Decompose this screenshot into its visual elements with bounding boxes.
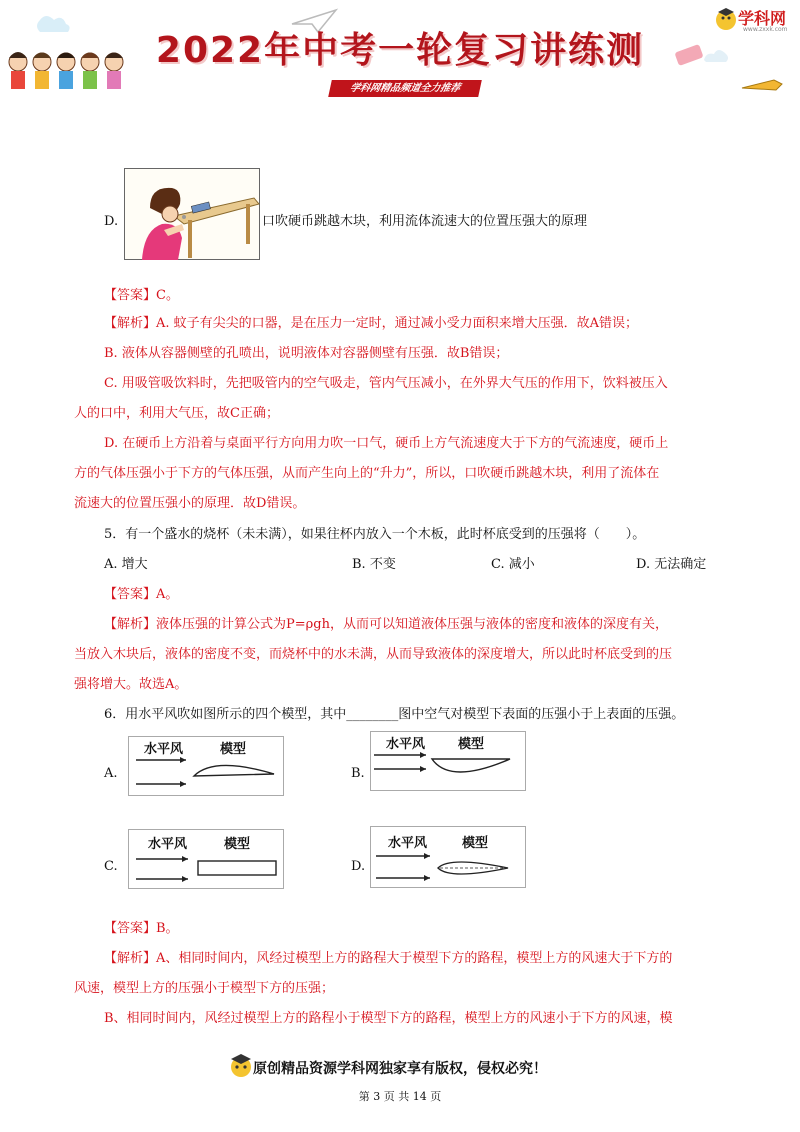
children-illustration-icon xyxy=(0,0,140,110)
q6-option-d-letter: D. xyxy=(351,859,366,874)
airfoil-curved-top-icon xyxy=(128,736,284,796)
cloud-icon xyxy=(700,40,730,70)
pencil-icon xyxy=(738,74,788,96)
q5-stem: 5．有一个盛水的烧杯（未未满），如果往杯内放入一个木板，此时杯底受到的压强将（ ）。 xyxy=(104,527,646,542)
q4-analysis-line: 流速大的位置压强小的原理．故D错误。 xyxy=(74,496,306,511)
wind-label: 水平风 xyxy=(148,837,188,852)
wind-label: 水平风 xyxy=(144,742,184,757)
symmetric-airfoil-icon xyxy=(370,826,526,888)
logo-text: 学科网 xyxy=(738,9,787,28)
banner-subtitle: 学科网精品频道全力推荐 xyxy=(328,80,482,97)
q5-option-b: B. 不变 xyxy=(352,557,396,572)
q5-option-c: C. 减小 xyxy=(491,557,535,572)
q6-stem: 6．用水平风吹如图所示的四个模型，其中________图中空气对模型下表面的压强小于上表面的压强。 xyxy=(104,707,685,722)
wind-label: 水平风 xyxy=(388,836,428,851)
q4-analysis-line: B. 液体从容器侧壁的孔喷出，说明液体对容器侧壁有压强．故B错误； xyxy=(104,346,509,361)
model-label: 模型 xyxy=(224,837,251,852)
model-label: 模型 xyxy=(462,836,489,851)
banner-title: 2022年中考一轮复习讲练测 xyxy=(155,30,645,71)
q6-figure-b xyxy=(370,731,526,791)
q5-option-a: A. 增大 xyxy=(104,557,148,572)
q5-option-d: D. 无法确定 xyxy=(636,557,707,572)
page-number: 第 3 页 共 14 页 xyxy=(358,1090,442,1103)
model-label: 模型 xyxy=(220,742,247,757)
q6-figure-a xyxy=(128,736,284,796)
q4-analysis-line: 【解析】A. 蚊子有尖尖的口器，是在压力一定时，通过减小受力面积来增大压强．故A错误； xyxy=(104,316,639,331)
q6-analysis-line: 【解析】A、相同时间内，风经过模型上方的路程大于模型下方的路程，模型上方的风速大于下方的 xyxy=(104,951,673,966)
q5-analysis-line: 当放入木块后，液体的密度不变，而烧杯中的水未满，从而导致液体的深度增大，所以此时杯底受到的压 xyxy=(74,647,673,662)
q6-analysis-line: 风速，模型上方的压强小于模型下方的压强； xyxy=(74,981,335,996)
q4-analysis-line: C. 用吸管吸饮料时，先把吸管内的空气吸走，管内气压减小，在外界大气压的作用下，饮料被压入 xyxy=(104,376,668,391)
q4-answer: 【答案】C。 xyxy=(104,288,179,303)
q6-analysis-line: B、相同时间内，风经过模型上方的路程小于模型下方的路程，模型上方的风速小于下方的风速，模 xyxy=(104,1011,673,1026)
copyright-notice: 原创精品资源学科网独家享有版权，侵权必究！ xyxy=(253,1061,547,1077)
q6-figure-c xyxy=(128,829,284,889)
logo-url: www.zxxk.com xyxy=(743,26,788,33)
q4-analysis-line: 人的口中，利用大气压，故C正确； xyxy=(74,406,279,421)
q5-analysis-line: 强将增大。故选A。 xyxy=(74,677,188,692)
q6-figure-d xyxy=(370,826,526,888)
q6-option-c-letter: C. xyxy=(104,859,118,874)
q4-analysis-line: 方的气体压强小于下方的气体压强，从而产生向上的“升力”，所以，口吹硬币跳越木块，利用了流体在 xyxy=(74,466,660,481)
girl-blowing-coin-illustration xyxy=(124,168,260,260)
q4-analysis-line: D. 在硬币上方沿着与桌面平行方向用力吹一口气，硬币上方气流速度大于下方的气流速度，硬币上 xyxy=(104,436,669,451)
option-d-text: 口吹硬币跳越木块，利用流体流速大的位置压强大的原理 xyxy=(262,214,588,229)
q6-option-a-letter: A. xyxy=(104,766,118,781)
model-label: 模型 xyxy=(458,737,485,752)
q6-option-b-letter: B. xyxy=(351,766,365,781)
q5-analysis-line: 【解析】液体压强的计算公式为P=ρgh，从而可以知道液体压强与液体的密度和液体的深度有关， xyxy=(104,617,668,632)
q5-answer: 【答案】A。 xyxy=(104,587,179,602)
flat-block-model-icon xyxy=(128,829,284,889)
option-d-letter: D. xyxy=(104,214,119,229)
wind-label: 水平风 xyxy=(386,737,426,752)
airfoil-curved-bottom-icon xyxy=(370,731,526,791)
q6-answer: 【答案】B。 xyxy=(104,921,179,936)
